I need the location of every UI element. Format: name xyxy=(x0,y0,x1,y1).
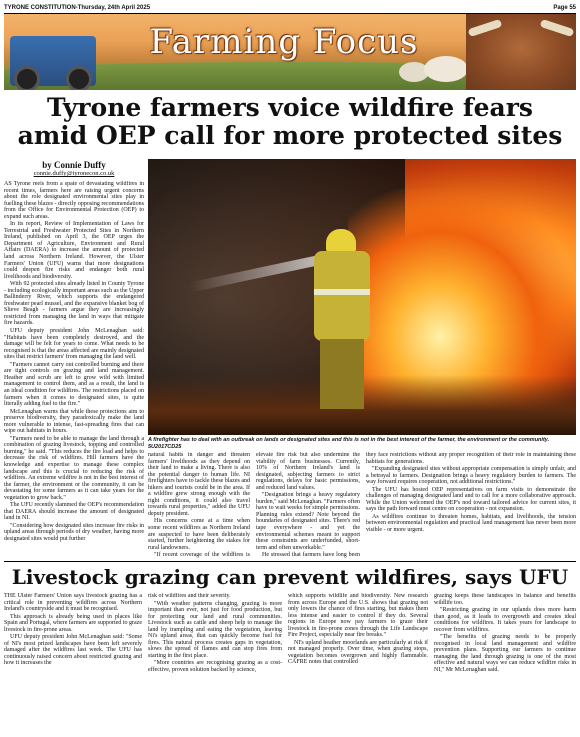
tractor-wheel-icon xyxy=(14,66,40,90)
paragraph: In its report, Review of Implementation of Laws for Terrestrial and Freshwater Protected Sites in Northern Ireland, published on April 3, the OEP urges the Department of Agriculture, Environment and Rural Affairs (DAERA) to increase the amount of protected land across Northern Ireland. However, the Ulster Farmers' Union (UFU) warns that more designations could deepen fire risks and endanger both rural livelihoods and biodiversity. xyxy=(4,221,144,280)
story1-column-1 xyxy=(4,181,144,557)
paragraph: natural habits in danger and threaten farmers' livelihoods as they depend on their land to make a living. There is also the potential danger to human life. NI firefighters have to tackle these blazes and hikers and tourists could be in the area. If a wildfire grew strong enough with the right conditions, it could also travel towards rural properties," added the UFU deputy president. xyxy=(148,452,250,517)
paragraph: "Farmers cannot carry out controlled burning and there are tight controls on grazing and land management. Heather and scrub are left to grow wild with limited management to control them, and as a result, the land is an ideal condition for wildfires. The restrictions placed on farmers when it comes to designated sites, is quite literally adding fuel to the fire." xyxy=(4,361,144,408)
paragraph: "Considering how designated sites increase fire risks in upland areas through periods of dry weather, having more designated sites would put further xyxy=(4,522,144,542)
helmet-icon xyxy=(326,229,356,253)
paragraph: His concerns come at a time when some recent wildfires as Northern Ireland are suspected to have been deliberately started, further heightening the stakes for rural landowners. xyxy=(148,518,250,551)
story2-column-3 xyxy=(288,593,428,733)
reflective-stripe xyxy=(314,289,370,295)
paragraph: With 92 protected sites already listed in County Tyrone - including ecologically important areas such as the Upper Ballinderry River, which supports the endangered freshwater pearl mussel, and the expansive blanket bog of Slieve Beagh - farmers argue they are increasingly restricted from managing the land in ways that mitigate fire hazards. xyxy=(4,281,144,327)
publication-dateline xyxy=(4,5,150,11)
story1-column-4 xyxy=(366,452,576,558)
page-number: Page 55 xyxy=(553,5,576,11)
paragraph: He stressed that farmers have long been xyxy=(262,552,360,558)
paragraph: which supports wildlife and biodiversity. New research from across Europe and the U.S. shows that grazing not only lowers the chance of fires starting, but makes them less intense and easier to control if they do. Several regions in Europe now pay farmers to graze their livestock in fire-prone zones through the Life Landscape Fire Project, especially near fire breaks." xyxy=(288,593,428,639)
cow-horn-icon xyxy=(468,19,503,37)
paragraph: "More countries are recognising grazing as a cost-effective, proven solution backed by science, xyxy=(148,660,282,674)
story1-column-2 xyxy=(148,452,250,558)
paragraph: "If recent coverage of the wildfires is xyxy=(154,552,250,558)
paragraph: grazing keeps these landscapes in balance and benefits wildlife too. xyxy=(434,593,576,606)
main-headline-line2: amid OEP call for more protected sites xyxy=(17,121,563,150)
paragraph: they face restrictions without any proper recognition of their role in maintaining these habitats for generations. xyxy=(366,452,576,465)
paragraph: elevate fire risk but also undermine the viability of farm businesses. Currently, 10% of Northern Ireland's land is designated, subjecting farmers to strict regulations, delays for basic permissions, and reduced land values. xyxy=(256,452,360,491)
story1-column-3 xyxy=(256,452,360,558)
author-name: by Connie Duffy xyxy=(42,160,106,170)
story2-column-1 xyxy=(4,593,142,733)
firefighter-figure xyxy=(308,229,378,409)
firefighter-legs xyxy=(320,339,364,409)
second-headline: Livestock grazing can prevent wildfires, says UFU xyxy=(11,565,569,589)
paragraph: McLenaghan warns that while these protections aim to preserve biodiversity, they paradoxically make the land more vulnerable to intense, fast-spreading fires that can wipe out habitats in hours. xyxy=(4,408,144,435)
paragraph: UFU deputy president John McLenaghan said: "Habitats have been completely destroyed, and the damage will be felt for years to come. What needs to be recognised is that the areas affected are mainly designated sites that restrict farmers' from managing the land well. xyxy=(4,328,144,361)
byline xyxy=(4,160,144,177)
paragraph: NI's upland heather moorlands are particularly at risk if not managed properly. Over time, when grazing stops, vegetation becomes overgrown and highly flammable. CAFRE notes that controlled xyxy=(288,639,428,666)
paragraph: "With weather patterns changing, grazing is more important than ever, not just for food production, but for protecting our land and rural communities. Livestock such as cattle and sheep help to manage the land by trampling and eating the vegetation, leaving Ni's upland areas, that can quickly become fuel for fires. This natural process creates gaps in vegetation, slows the spread of flames and can stop fires from starting in the first place. xyxy=(148,600,282,659)
page-header xyxy=(4,3,576,13)
banner-tractor-image xyxy=(10,36,96,86)
main-headline-line1: Tyrone farmers voice wildfire fears xyxy=(46,93,534,122)
author-email-link[interactable]: connie.duffy@tyronecon.co.uk xyxy=(33,170,115,177)
cow-horn-icon xyxy=(540,19,575,37)
paragraph: This approach is already being used in places like Spain and Portugal, where farmers are supported to graze livestock in fire-prone areas. xyxy=(4,613,142,633)
publication-name: TYRONE CONSTITUTION xyxy=(4,5,76,11)
tractor-wheel-icon xyxy=(66,66,92,90)
story2-column-2 xyxy=(148,593,282,733)
paragraph: The UFU recently slammed the OEP's recommendation that DAERA should increase the amount of designated land in NI. xyxy=(4,502,144,522)
issue-date: -Thursday, 24th April 2025 xyxy=(75,5,151,11)
paragraph: "Designation brings a heavy regulatory burden," said McLenaghan. "Farmers often have to wait weeks for simple permissions. Planning rules extend? Note beyond the boundaries of designated sites. There's red tape everywhere - and yet the environmental schemes meant to support these constraints are underfunded, short-term and often unworkable." xyxy=(256,492,360,551)
paragraph: THE Ulster Farmers' Union says livestock grazing has a critical role in preventing wildfires across Northern Ireland's countryside and it must be recognised. xyxy=(4,593,142,613)
story-divider xyxy=(4,561,576,562)
paragraph: "The benefits of grazing needs to be properly recognised in local land management and wildfire prevention plans. Supporting our farmers to continue managing the land through grazing is one of the most effective and natural ways we can reduce wildfire risks in NI," Mr McLenaghan said. xyxy=(434,634,576,674)
paragraph: AS Tyrone reels from a spate of devastating wildfires in recent times, farmers here are raising urgent concerns about the role designated environmental sites play in fuelling these blazes - directly opposing recommendations from the Office for Environmental Protection (OEP) to expand such areas. xyxy=(4,181,144,220)
firefighter-body xyxy=(314,251,370,341)
section-title: Farming Focus xyxy=(149,22,419,62)
photo-caption: A firefighter has to deal with an outbreak on lands or designated sites and this is not in the best interest of the farmer, the environment or the community. 5U2017CD25 xyxy=(148,437,550,450)
wildfire-photo xyxy=(148,159,576,435)
paragraph: The UFU has hosted OEP representatives on farm visits to demonstrate the challenges of managing designated land and to call for a more collaborative approach. While the Union welcomed the OEP's nod toward tailored advice for current sites, it says the path forward must centre on cooperation - not expansion. xyxy=(366,486,576,513)
story2-column-4 xyxy=(434,593,576,733)
paragraph: "Expanding designated sites without appropriate compensation is simply unfair, and a betrayal to farmers. Designation brings a heavy regulatory burden to farmers. The way forward requires cooperation, not additional restrictions." xyxy=(366,466,576,486)
paragraph: "Farmers need to be able to manage the land through a combination of grazing livestock, topping and controlled burning," he said. "This reduces the fire load and helps to decrease the risk of wildfires. Hill farmers have the knowledge and expertise to manage these complex landscape and this is crucial to reducing the risk of wildfires. An extreme wildfire is not in the best interest of the farmer, the environment or the community, it can be devastating for some farmers as it can take years for the vegetation to grow back." xyxy=(4,435,144,501)
section-banner xyxy=(4,14,576,90)
paragraph: risk of wildfires and their severity. xyxy=(148,593,231,599)
main-headline xyxy=(4,94,576,150)
banner-cow-image xyxy=(466,14,576,90)
paragraph: UFU deputy president John McLenaghan said: "Some of NI's most prized landscapes have been left severely damaged after the wildfires last week. The UFU has continuously raised concern about restricted grazing and how it increases the xyxy=(4,634,142,667)
paragraph: As wildfires continue to threaten homes, habitats, and livelihoods, the tension between environmental regulation and practical land management has never been more visible - or more urgent. xyxy=(366,513,576,534)
paragraph: "Restricting grazing in our uplands does more harm than good, as it leads to overgrowth and creates ideal conditions for wildfires. It takes years for landscape to recover from wildfires. xyxy=(434,607,576,633)
